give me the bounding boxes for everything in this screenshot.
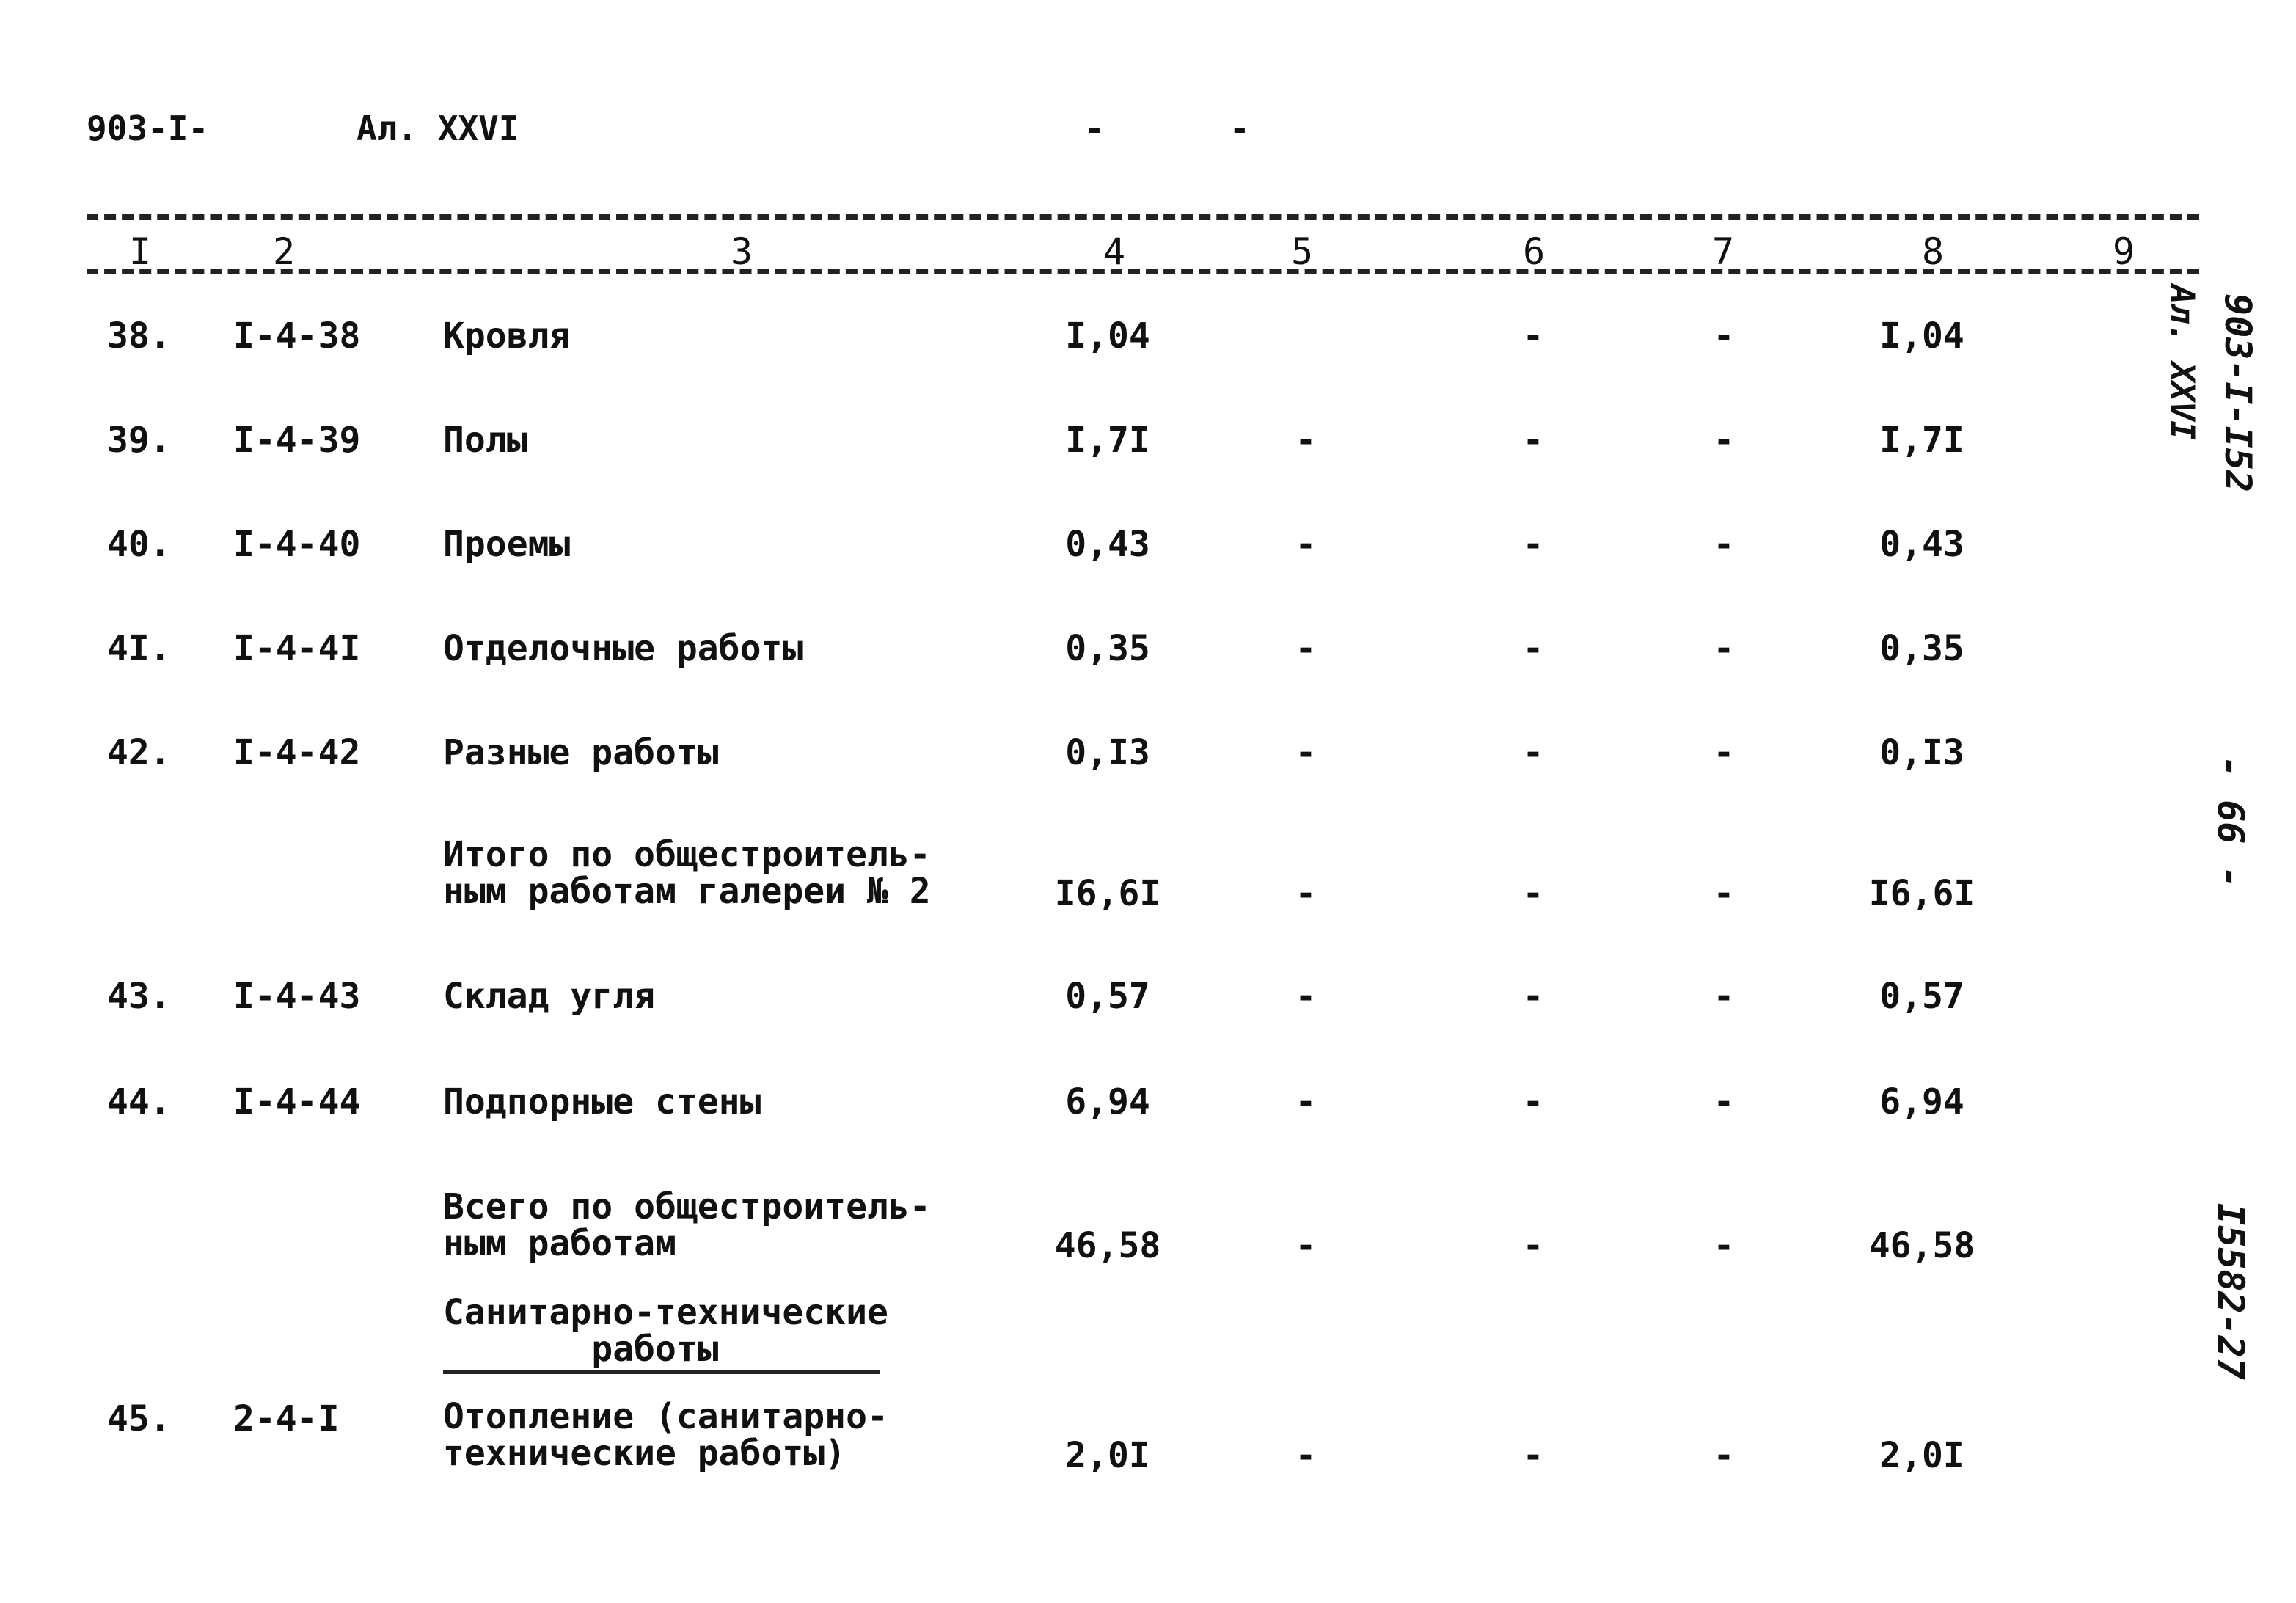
row-col8: 0,I3 <box>1879 732 1964 773</box>
row-col7: - <box>1713 732 1735 773</box>
row-name: Итого по общестроитель- ным работам галереи № 2 <box>443 834 931 912</box>
row-code: 2-4-I <box>233 1398 340 1439</box>
row-col5: - <box>1295 420 1317 461</box>
margin-sheet: Ал. XXVI <box>2163 285 2201 440</box>
row-col6: - <box>1522 420 1544 461</box>
row-code: I-4-42 <box>233 732 361 773</box>
row-col6: - <box>1522 628 1544 669</box>
row-name: Кровля <box>443 315 571 357</box>
header-dash-b: - <box>1229 109 1250 148</box>
row-name: Полы <box>443 420 528 461</box>
row-name: Отделочные работы <box>443 628 804 669</box>
row-col8: 0,57 <box>1879 976 1964 1017</box>
row-col4: 46,58 <box>1054 1225 1161 1266</box>
column-number-4: 4 <box>1103 230 1126 273</box>
column-number-9: 9 <box>2113 230 2135 273</box>
row-col5: - <box>1295 524 1317 565</box>
row-col4: 0,57 <box>1065 976 1150 1017</box>
row-col5: - <box>1295 1225 1317 1266</box>
column-number-6: 6 <box>1523 230 1546 273</box>
row-number: 45. <box>107 1398 171 1439</box>
column-number-1: I <box>129 230 152 273</box>
row-col6: - <box>1522 1081 1544 1122</box>
header-rule-bottom <box>87 269 2199 274</box>
row-col6: - <box>1522 1225 1544 1266</box>
margin-code: 903-I-I52 <box>2217 293 2259 492</box>
row-code: I-4-39 <box>233 420 361 461</box>
row-col5: - <box>1295 1435 1317 1476</box>
row-col4: 0,35 <box>1065 628 1150 669</box>
row-col7: - <box>1713 628 1735 669</box>
row-col8: I,04 <box>1879 315 1964 357</box>
row-col6: - <box>1522 1435 1544 1476</box>
row-number: 43. <box>107 976 171 1017</box>
margin-order-number: I5582-27 <box>2209 1203 2252 1380</box>
row-code: I-4-4I <box>233 628 361 669</box>
row-number: 38. <box>107 315 171 357</box>
column-number-8: 8 <box>1922 230 1945 273</box>
row-col7: - <box>1713 873 1735 914</box>
row-col4: 2,0I <box>1065 1435 1150 1476</box>
row-col8: 6,94 <box>1879 1081 1964 1122</box>
row-col8: 2,0I <box>1879 1435 1964 1476</box>
column-number-3: 3 <box>731 230 753 273</box>
row-col6: - <box>1522 976 1544 1017</box>
row-name: Отопление (санитарно- технические работы) <box>443 1396 888 1474</box>
row-col7: - <box>1713 1435 1735 1476</box>
row-col7: - <box>1713 976 1735 1017</box>
row-name: Подпорные стены <box>443 1081 761 1122</box>
row-number: 42. <box>107 732 171 773</box>
row-col8: I6,6I <box>1868 873 1975 914</box>
row-name: Склад угля <box>443 976 655 1017</box>
row-col5: - <box>1295 976 1317 1017</box>
row-code: I-4-43 <box>233 976 361 1017</box>
row-code: I-4-40 <box>233 524 361 565</box>
row-col5: - <box>1295 1081 1317 1122</box>
row-col4: I,04 <box>1065 315 1150 357</box>
row-col4: I,7I <box>1065 420 1150 461</box>
row-col5: - <box>1295 628 1317 669</box>
row-col8: 46,58 <box>1868 1225 1975 1266</box>
row-number: 44. <box>107 1081 171 1122</box>
row-number: 4I. <box>107 628 171 669</box>
row-col4: 0,I3 <box>1065 732 1150 773</box>
row-col7: - <box>1713 315 1735 357</box>
row-col6: - <box>1522 732 1544 773</box>
row-col4: 0,43 <box>1065 524 1150 565</box>
header-rule-top <box>87 214 2199 220</box>
row-col4: I6,6I <box>1054 873 1161 914</box>
column-number-7: 7 <box>1712 230 1735 273</box>
row-col7: - <box>1713 524 1735 565</box>
row-number: 40. <box>107 524 171 565</box>
row-col6: - <box>1522 315 1544 357</box>
margin-page-number: - 66 - <box>2209 756 2252 888</box>
column-number-2: 2 <box>273 230 296 273</box>
row-col5: - <box>1295 732 1317 773</box>
row-name: Разные работы <box>443 732 719 773</box>
row-col5: - <box>1295 873 1317 914</box>
row-col8: 0,35 <box>1879 628 1964 669</box>
section-heading: Санитарно-технические работы <box>443 1292 888 1370</box>
row-col6: - <box>1522 873 1544 914</box>
row-col6: - <box>1522 524 1544 565</box>
row-name: Проемы <box>443 524 571 565</box>
row-name: Всего по общестроитель- ным работам <box>443 1186 931 1264</box>
row-col8: 0,43 <box>1879 524 1964 565</box>
header-dash-a: - <box>1084 109 1105 148</box>
row-number: 39. <box>107 420 171 461</box>
row-col7: - <box>1713 420 1735 461</box>
row-code: I-4-44 <box>233 1081 361 1122</box>
row-col8: I,7I <box>1879 420 1964 461</box>
column-number-5: 5 <box>1291 230 1314 273</box>
sheet-label: Ал. XXVI <box>357 109 519 148</box>
row-col7: - <box>1713 1081 1735 1122</box>
section-heading-underline <box>443 1370 880 1374</box>
row-col7: - <box>1713 1225 1735 1266</box>
row-col4: 6,94 <box>1065 1081 1150 1122</box>
row-code: I-4-38 <box>233 315 361 357</box>
doc-code: 903-I- <box>87 109 209 148</box>
